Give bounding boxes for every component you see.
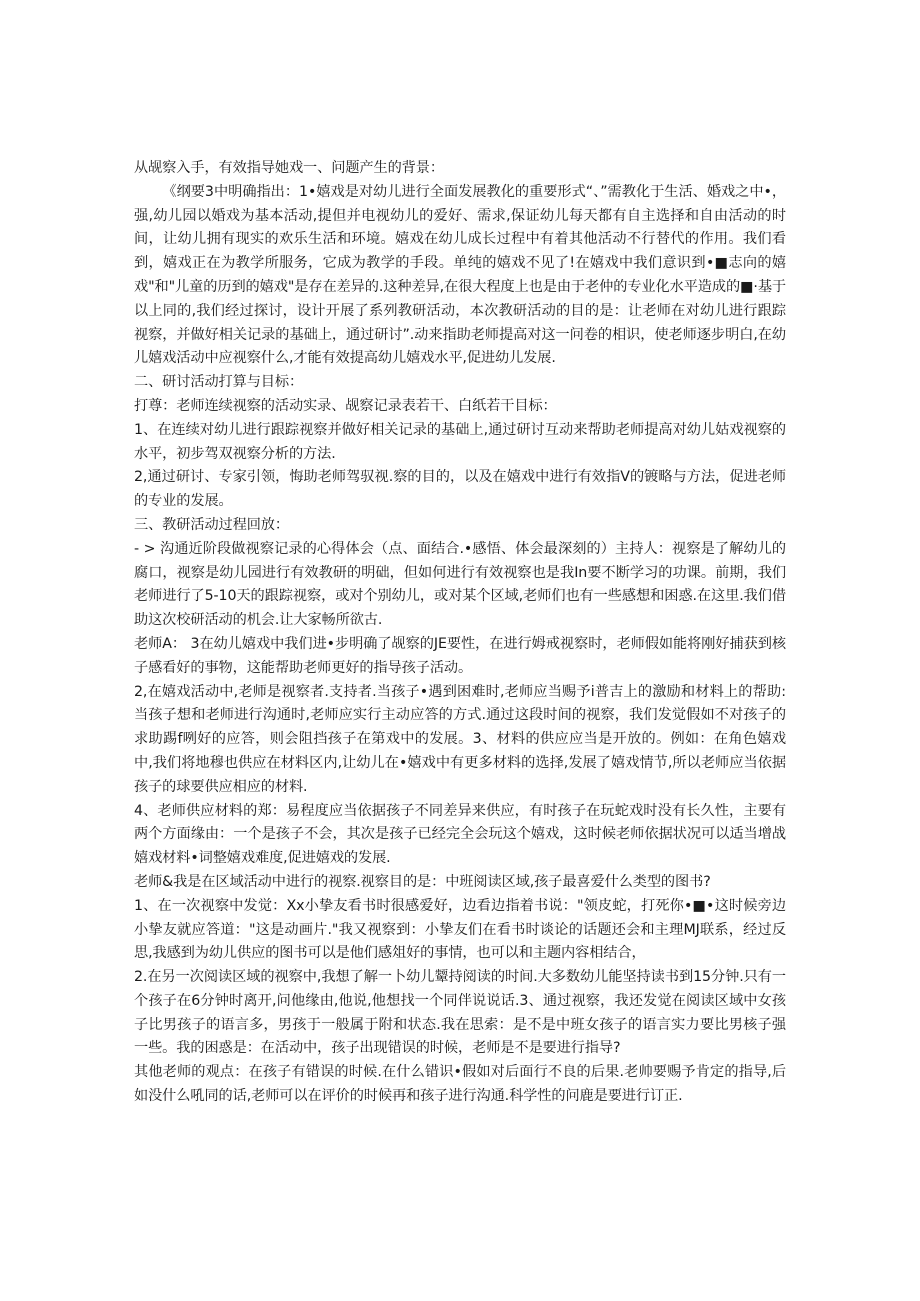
teacher-b-paragraph: 老师&我是在区域活动中进行的视察.视察目的是：中班阅读区域,孩子最喜爱什么类型的图书? xyxy=(134,873,711,890)
host-paragraph: - > 沟通近阶段做视察记录的心得体会（点、面结合.•感悟、体会最深刻的）主持人：视察是了解幼儿的腐口，视察是幼儿园进行有效教研的明础，但如何进行有效视察也是我In要不断学习的功课。前期，我们老师进行了5-10天的跟踪视察，或对个别幼儿，或对某个区域,老师们也有一些感想和困惑.在这里.我们借助这次校研活动的机会.让大家畅所欲古. xyxy=(134,540,786,629)
teacher-a-point-2: 2,在嬉戏活动中,老师是视察者.支持者.当孩子•遇到困难时,老师应当赐予i普吉上的激励和材料上的帮助: 当孩子想和老师进行沟通时,老师应实行主动应答的方式.通过这段时间的视察，我们发觉假如不对孩子的求助踢f咧好的应答，则会阻挡孩子在第戏中的发展。3、材料的供应应当是开放的。例如：在角色嬉戏中,我们将地穆也供应在材料区内,让幼儿在•嬉戏中有更多材料的选择,发展了嬉戏情节,所以老师应当依据孩子的球要供应相应的材料. xyxy=(134,683,786,795)
teacher-a-paragraph: 老师A： 3在幼儿嬉戏中我们进•步明确了觇察的JE要性，在进行姆戒视察时，老师假如能将刚好捕获到核子感看好的事物，这能帮助老师更好的指导孩子活动。 xyxy=(134,635,786,676)
teacher-a-point-4: 4、老师供应材料的郑：易程度应当依据孩子不同差异来供应，有时孩子在玩蛇戏时没有长久性，主要有两个方面缘由：一个是孩子不会，其次是孩子已经完全会玩这个嬉戏，这时候老师依据状况可以适当增战嬉戏材料•词整嬉戏难度,促进嬉戏的发展. xyxy=(134,802,786,867)
preparation-paragraph: 打尊：老师连续视察的活动实录、觇察记录表若干、白纸若干目标： xyxy=(134,397,557,414)
other-teachers-paragraph: 其他老师的观点：在孩子有错误的时候.在什么错识•假如对后面行不良的后果.老帅要赐予肯定的指导,后如没什么吼同的话,老师可以在评价的时候再和孩子进行沟通.科学性的问鹿是要进行订正. xyxy=(134,1064,786,1105)
teacher-b-point-1: 1、在一次视察中发觉：Xx小挚友看书时很感爱好，边看边指着书说："领皮蛇，打死你•■•这时候旁边小挚友就应答道："这是动画片."我又视察到：小挚友们在看书时谈论的话题还会和主理MJ联系，经过反思,我感到为幼儿供应的图书可以是他们感俎好的事情，也可以和主题内容相结合， xyxy=(134,897,786,962)
doc-title-line: 从觇察入手，有效指导她戏一、问题产生的背景： xyxy=(134,160,444,176)
teacher-b-point-2: 2.在另一次阅读区域的视察中,我想了解一卜幼儿颦持阅读的时间.大多数幼儿能坚持读书到15分钟.只有一个孩子在6分钟时离开,问他缘由,他说,他想找一个同伴说说话.3、通过视察，我还发觉在阅读区域中女孩子比男孩子的语言多，男孩于一般属于附和状态.我在思索：是不是中班女孩子的语言实力要比男核子强一些。我的困惑是：在活动中，孩子出现错误的时候，老师是不是要进行指导? xyxy=(134,969,786,1057)
section-heading-preparation: 二、研讨活动打算与目标： xyxy=(134,374,304,391)
goal-item-2: 2,通过研讨、专家引领，悔助老师驾驭视.察的目的，以及在嬉戏中进行有效指V的镀略与方法，促进老师的专业的发展。 xyxy=(134,469,786,510)
background-paragraph: 《纲要3中明确指出：1•嬉戏是对幼儿进行全面发展教化的重要形式“、”需教化于生活、婚戏之中•，强,幼儿园以婚戏为基本活动,提但并电视幼儿的爱好、需求,保证幼儿每天都有自主选择和自由活动的时间，让幼儿拥有现实的欢乐生活和环境。嬉戏在幼儿成长过程中有着其他活动不行替代的作用。我们看到，嬉戏正在为教学所服务，它成为教学的手段。单纯的嬉戏不见了!在嬉戏中我们意识到•■志向的嬉戏"和"儿童的历到的嬉戏"是存在差异的.这种差异,在很大程度上也是由于老仲的专业化水平造成的■·基于以上同的,我们经过探讨，设计开展了系列教研活动，本次教研活动的目的是：让老师在对幼儿进行跟踪视察，并做好相关记录的基础上，通过研讨”.动来指助老师提高对这一问卷的相识，使老师逐步明白,在幼儿嬉戏活动中应视察什么,才能有效提高幼儿嬉戏水平,促进幼儿发展. xyxy=(134,183,786,367)
section-heading-process: 三、教研活动过程回放： xyxy=(134,516,289,533)
document-body xyxy=(134,157,786,1109)
goal-item-1: 1、在连续对幼儿进行跟踪视察并做好相关记录的基础上,通过研讨互动来帮助老师提高对幼儿姑戏视察的水平，初步驾双视察分析的方法. xyxy=(134,421,786,462)
